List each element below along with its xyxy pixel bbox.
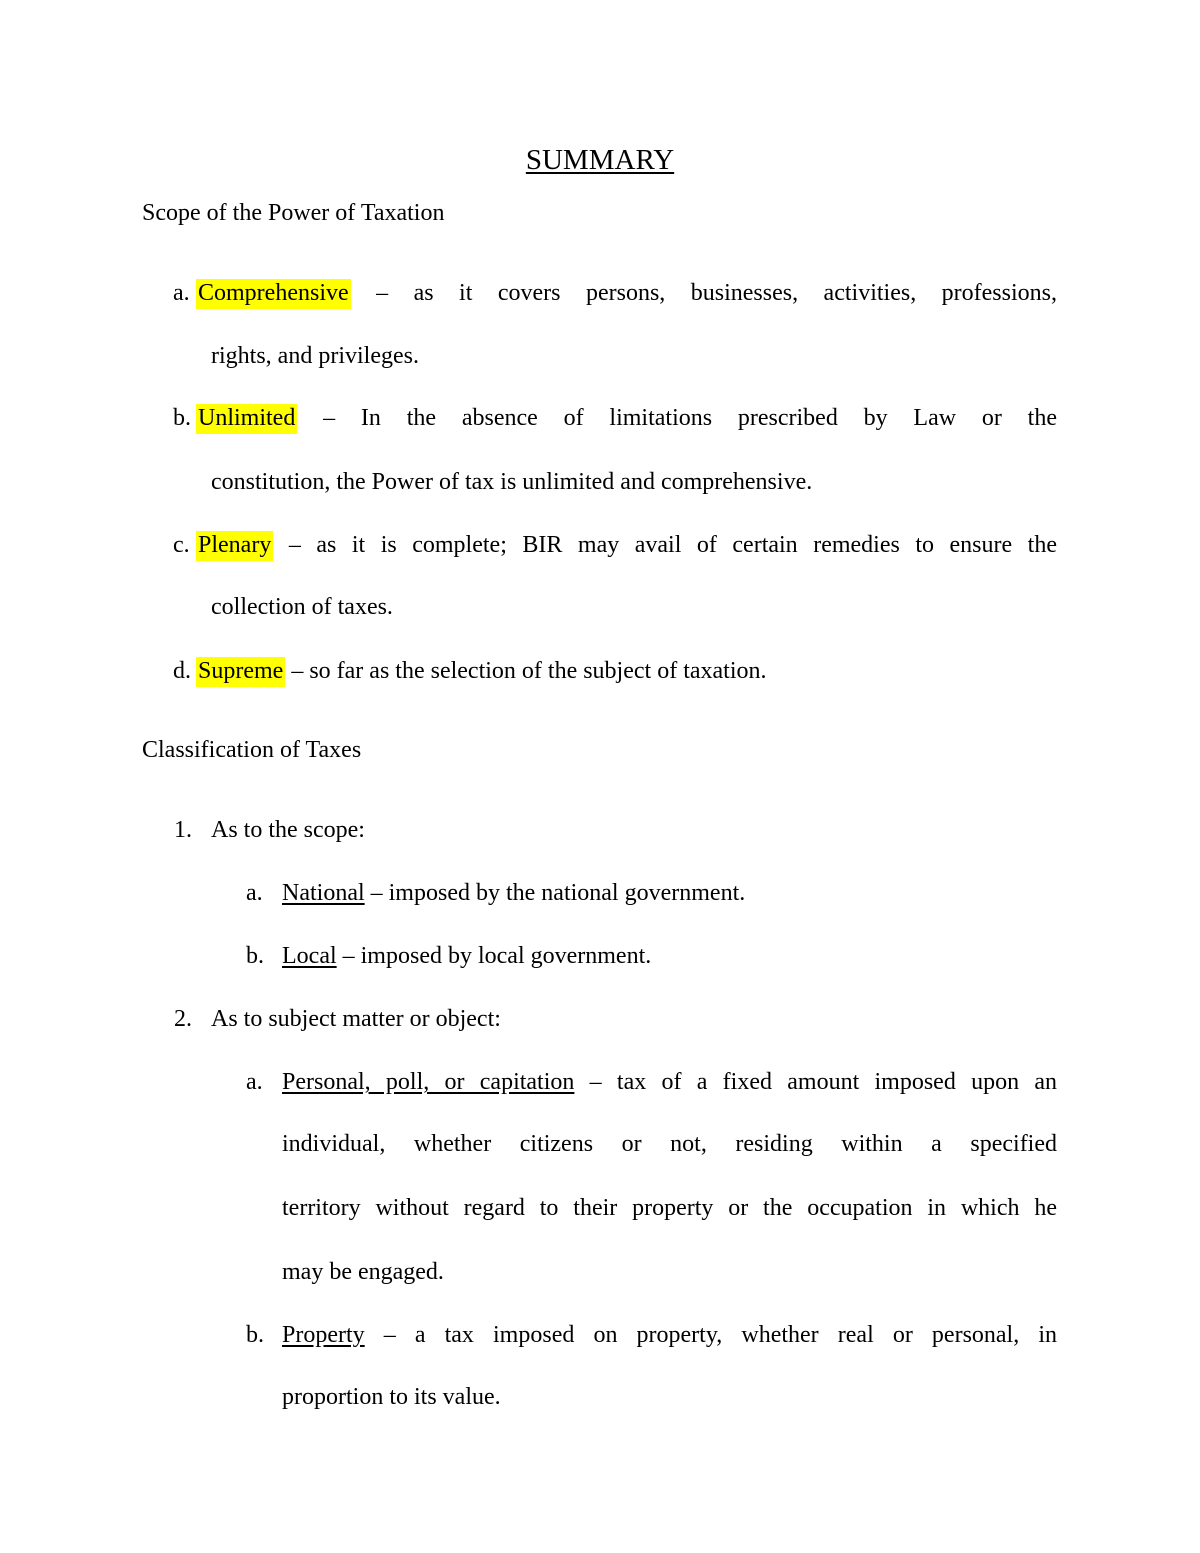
scope-item-b-marker: b. (173, 405, 191, 431)
scope-item-b-line2: constitution, the Power of tax is unlimited and comprehensive. (211, 469, 813, 495)
group-1-item-a: National – imposed by the national government. (282, 880, 746, 906)
group-2-item-b-line2: proportion to its value. (282, 1384, 501, 1410)
scope-item-a-line1: Comprehensive – as it covers persons, businesses, activities, professions, (196, 276, 1057, 310)
group-2-item-a-line4: may be engaged. (282, 1259, 444, 1285)
group-1-item-b-term: Local (282, 943, 337, 969)
classification-heading: Classification of Taxes (142, 737, 362, 763)
group-2-item-a-line2: individual, whether citizens or not, residing within a specified (282, 1131, 1057, 1157)
group-2-item-b-marker: b. (246, 1322, 264, 1348)
scope-item-c-term: Plenary (196, 531, 273, 561)
group-1-number: 1. (174, 817, 192, 843)
scope-item-d-line1: Supreme – so far as the selection of the subject of taxation. (196, 654, 767, 688)
group-2-item-a-term: Personal, poll, or capitation (282, 1069, 575, 1095)
group-1-label: As to the scope: (211, 817, 365, 843)
group-2-item-a-marker: a. (246, 1069, 263, 1095)
group-1-item-a-term: National (282, 880, 365, 906)
group-2-label: As to subject matter or object: (211, 1006, 501, 1032)
scope-item-c-line2: collection of taxes. (211, 594, 393, 620)
page-title: SUMMARY (525, 144, 675, 176)
group-2-item-a-line3: territory without regard to their property or the occupation in which he (282, 1195, 1057, 1221)
scope-item-a-line2: rights, and privileges. (211, 343, 419, 369)
group-2-item-b-term: Property (282, 1322, 365, 1348)
scope-item-b-term: Unlimited (196, 404, 297, 434)
scope-heading: Scope of the Power of Taxation (142, 200, 445, 226)
scope-item-d-term: Supreme (196, 657, 285, 687)
group-2-number: 2. (174, 1006, 192, 1032)
scope-item-b-line1: Unlimited – In the absence of limitations prescribed by Law or the (196, 401, 1057, 435)
scope-item-c-line1: Plenary – as it is complete; BIR may avail of certain remedies to ensure the (196, 528, 1057, 562)
scope-item-a-marker: a. (173, 280, 190, 306)
scope-item-d-marker: d. (173, 658, 191, 684)
group-2-item-a-line1: Personal, poll, or capitation – tax of a fixed amount imposed upon an (282, 1069, 1058, 1095)
group-1-item-a-marker: a. (246, 880, 263, 906)
group-1-item-b: Local – imposed by local government. (282, 943, 652, 969)
scope-item-c-marker: c. (173, 532, 190, 558)
group-2-item-b-line1: Property – a tax imposed on property, whether real or personal, in (282, 1322, 1057, 1348)
group-1-item-b-marker: b. (246, 943, 264, 969)
scope-item-a-term: Comprehensive (196, 279, 351, 309)
